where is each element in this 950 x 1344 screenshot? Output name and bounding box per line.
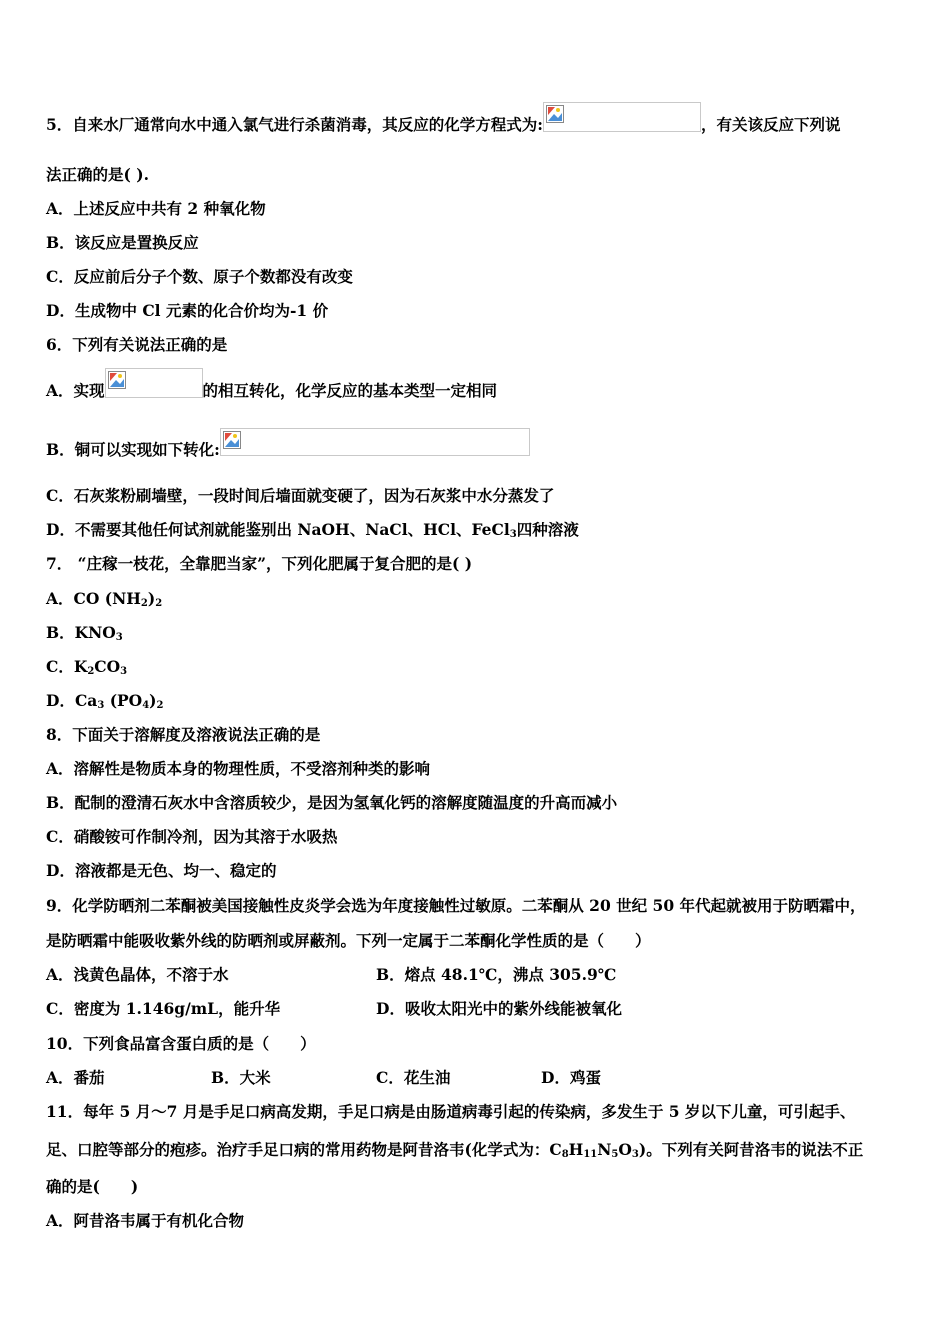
q7-d-t3: ) [149,691,157,710]
q8-option-c: C．硝酸铵可作制冷剂，因为其溶于水吸热 [46,827,338,846]
q6-option-d [46,519,579,541]
q7-option-b [46,622,123,644]
q7-c-t2: CO [94,657,121,676]
q6-option-b [46,439,530,461]
q7-c-s1: 2 [87,666,95,677]
q11-o: O [618,1140,632,1159]
equation-image-placeholder [543,102,701,132]
q11-line2-post: )。下列有关阿昔洛韦的说法不正 [638,1140,864,1159]
q11-stem-line1: 11．每年 5 月～7 月是手足口病高发期，手足口病是由肠道病毒引起的传染病，多发生于 5 岁以下儿童，可引起手、 [46,1102,856,1121]
q7-stem: 7． “庄稼一枝花，全靠肥当家”，下列化肥属于复合肥的是( ) [46,554,473,573]
broken-image-icon [546,105,564,123]
conversion-image-placeholder [105,368,203,398]
q11-h: H [568,1140,584,1159]
q11-stem-line2 [46,1139,863,1161]
q7-d-s2: 4 [142,700,150,711]
q6-option-b-pre: B．铜可以实现如下转化: [46,440,220,459]
q6-stem: 6．下列有关说法正确的是 [46,335,228,354]
q5-stem-text-a: 5．自来水厂通常向水中通入氯气进行杀菌消毒，其反应的化学方程式为: [46,115,544,134]
q5-stem-line1 [46,114,841,136]
q8-stem: 8．下面关于溶解度及溶液说法正确的是 [46,725,321,744]
q11-n: N [597,1140,612,1159]
q6-option-c: C．石灰浆粉刷墙壁，一段时间后墙面就变硬了，因为石灰浆中水分蒸发了 [46,486,555,505]
q11-line2-pre: 足、口腔等部分的疱疹。治疗手足口病的常用药物是阿昔洛韦(化学式为：C [46,1140,562,1159]
copper-conversion-image-placeholder [220,428,530,456]
q7-d-t2: (PO [104,691,143,710]
q8-option-b: B．配制的澄清石灰水中含溶质较少，是因为氢氧化钙的溶解度随温度的升高而减小 [46,793,618,812]
q5-option-c: C．反应前后分子个数、原子个数都没有改变 [46,267,353,286]
q9-stem-line1: 9．化学防晒剂二苯酮被美国接触性皮炎学会选为年度接触性过敏原。二苯酮从 20 世纪 50 年代起就被用于防晒霜中， [46,896,866,915]
q7-option-a [46,588,162,610]
q5-option-d: D．生成物中 Cl 元素的化合价均为-1 价 [46,301,329,320]
q8-option-d: D．溶液都是无色、均一、稳定的 [46,861,277,880]
q7-a-s1: 2 [140,598,148,609]
q7-c-s2: 3 [120,666,128,677]
q7-d-t1: D．Ca [46,691,98,710]
q9-option-b: B．熔点 48.1℃，沸点 305.9℃ [376,965,617,984]
q6-option-a [46,380,497,402]
q9-option-d: D．吸收太阳光中的紫外线能被氧化 [376,999,622,1018]
q7-option-d [46,690,163,712]
q11-option-a: A．阿昔洛韦属于有机化合物 [46,1211,245,1230]
q5-option-a: A．上述反应中共有 2 种氧化物 [46,199,266,218]
q10-option-d: D．鸡蛋 [541,1068,601,1087]
q7-b-s1: 3 [115,632,123,643]
q7-a-t2: ) [147,589,156,608]
q10-option-a: A．番茄 [46,1068,105,1087]
q5-stem-line2: 法正确的是( ). [46,165,149,184]
q11-sub-h: 11 [583,1149,598,1160]
broken-image-icon [223,431,241,449]
q10-option-b: B．大米 [211,1068,271,1087]
q11-sub-o: 3 [631,1149,639,1160]
q11-stem-line3: 确的是( ) [46,1177,139,1196]
q11-sub-c: 8 [561,1149,569,1160]
q6-option-d-sub: 3 [509,529,517,540]
q6-option-d-pre: D．不需要其他任何试剂就能鉴别出 NaOH、NaCl、HCl、FeCl [46,520,510,539]
q7-option-c [46,656,127,678]
q8-option-a: A．溶解性是物质本身的物理性质，不受溶剂种类的影响 [46,759,431,778]
broken-image-icon [108,371,126,389]
q7-d-s3: 2 [156,700,164,711]
q7-d-s1: 3 [97,700,105,711]
q5-stem-text-b: ，有关该反应下列说 [701,115,841,134]
q5-option-b: B．该反应是置换反应 [46,233,199,252]
q7-c-t1: C．K [46,657,88,676]
q9-option-c: C．密度为 1.146g/mL，能升华 [46,999,281,1018]
q9-stem-line2: 是防晒霜中能吸收紫外线的防晒剂或屏蔽剂。下列一定属于二苯酮化学性质的是（ ） [46,931,651,950]
q6-option-d-post: 四种溶液 [516,520,579,539]
q6-option-a-pre: A．实现 [46,381,105,400]
q9-option-a: A．浅黄色晶体，不溶于水 [46,965,229,984]
q7-b-t1: B．KNO [46,623,116,642]
q6-option-a-post: 的相互转化，化学反应的基本类型一定相同 [202,381,498,400]
q7-a-t1: A．CO (NH [46,589,141,608]
q10-option-c: C．花生油 [376,1068,451,1087]
q10-stem: 10．下列食品富含蛋白质的是（ ） [46,1034,316,1053]
q11-sub-n: 5 [611,1149,619,1160]
q7-a-s2: 2 [155,598,163,609]
